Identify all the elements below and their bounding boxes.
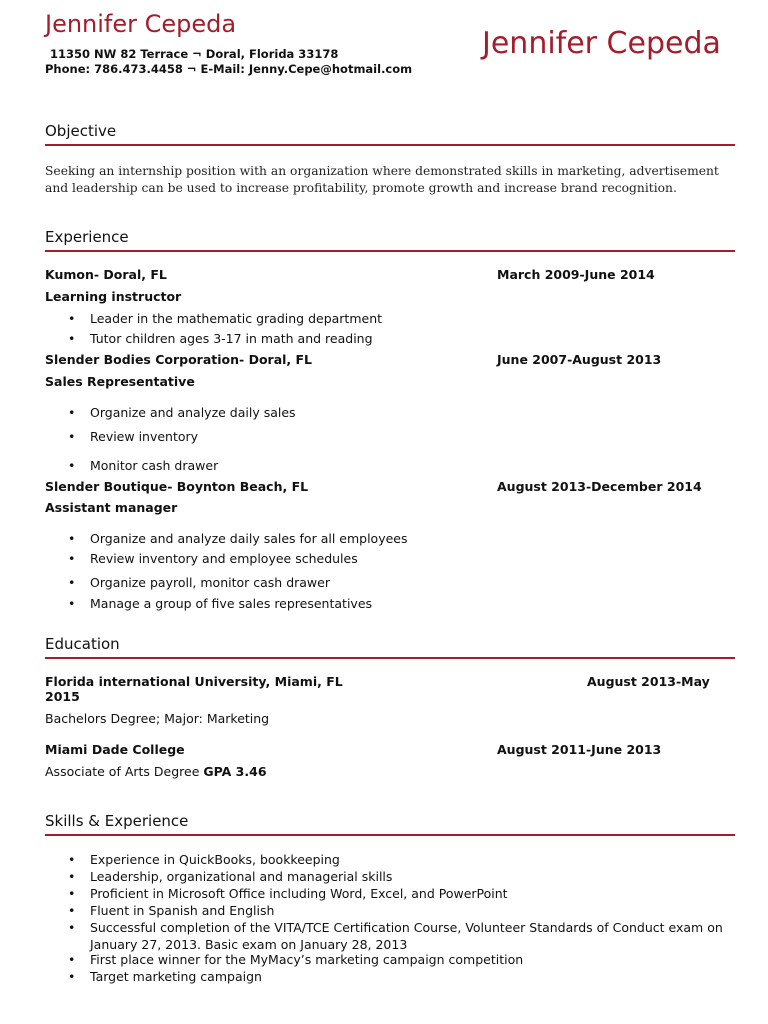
section-divider <box>45 144 735 146</box>
bullet-icon: • <box>68 920 76 935</box>
bullet-icon: • <box>68 331 76 346</box>
bullet-icon: • <box>68 869 76 884</box>
skill-item: Fluent in Spanish and English <box>90 903 275 918</box>
bullet-icon: • <box>68 551 76 566</box>
school-dates: August 2011-June 2013 <box>497 742 662 757</box>
skill-item: Proficient in Microsoft Office including Word, Excel, and PowerPoint <box>90 886 508 901</box>
bullet-icon: • <box>68 903 76 918</box>
job-bullet: Organize and analyze daily sales for all employees <box>90 531 408 546</box>
bullet-icon: • <box>68 405 76 420</box>
job-bullet: Review inventory and employee schedules <box>90 551 358 566</box>
section-divider <box>45 834 735 836</box>
skill-item: Target marketing campaign <box>90 969 262 984</box>
resume-name: Jennifer Cepeda <box>45 10 237 38</box>
objective-title: Objective <box>45 122 117 140</box>
school-gpa: GPA 3.46 <box>203 764 267 779</box>
job-dates: June 2007-August 2013 <box>497 352 662 367</box>
job-role: Assistant manager <box>45 500 178 515</box>
job-bullet: Leader in the mathematic grading department <box>90 311 383 326</box>
job-bullet: Organize payroll, monitor cash drawer <box>90 575 330 590</box>
job-dates: August 2013-December 2014 <box>497 479 702 494</box>
bullet-icon: • <box>68 952 76 967</box>
bullet-icon: • <box>68 969 76 984</box>
job-employer: Slender Boutique- Boynton Beach, FL <box>45 479 309 494</box>
bullet-icon: • <box>68 458 76 473</box>
school-dates: August 2013-May <box>587 674 710 689</box>
bullet-icon: • <box>68 596 76 611</box>
address-line: 11350 NW 82 Terrace ¬ Doral, Florida 33178 <box>50 47 339 61</box>
school-degree: Bachelors Degree; Major: Marketing <box>45 711 270 726</box>
school-dates-continued: 2015 <box>45 689 80 704</box>
skill-item: Leadership, organizational and managerial skills <box>90 869 393 884</box>
section-divider <box>45 250 735 252</box>
job-bullet: Review inventory <box>90 429 199 444</box>
job-role: Sales Representative <box>45 374 195 389</box>
bullet-icon: • <box>68 429 76 444</box>
job-role: Learning instructor <box>45 289 182 304</box>
job-bullet: Tutor children ages 3-17 in math and reading <box>90 331 373 346</box>
bullet-icon: • <box>68 311 76 326</box>
school-degree-line <box>45 764 267 779</box>
school-name: Miami Dade College <box>45 742 185 757</box>
resume-name-large: Jennifer Cepeda <box>482 26 721 61</box>
experience-title: Experience <box>45 228 129 246</box>
bullet-icon: • <box>68 531 76 546</box>
bullet-icon: • <box>68 886 76 901</box>
job-employer: Slender Bodies Corporation- Doral, FL <box>45 352 313 367</box>
school-degree: Associate of Arts Degree <box>45 764 204 779</box>
skills-title: Skills & Experience <box>45 812 189 830</box>
school-name: Florida international University, Miami, FL <box>45 674 343 689</box>
skill-item: Successful completion of the VITA/TCE Certification Course, Volunteer Standards of Conduct exam on January 27, 2013. Basic exam on January 28, 2013 <box>90 920 723 952</box>
job-employer: Kumon- Doral, FL <box>45 267 167 282</box>
skill-item: Experience in QuickBooks, bookkeeping <box>90 852 340 867</box>
skill-item: First place winner for the MyMacy’s marketing campaign competition <box>90 952 524 967</box>
job-dates: March 2009-June 2014 <box>497 267 655 282</box>
section-divider <box>45 657 735 659</box>
bullet-icon: • <box>68 852 76 867</box>
bullet-icon: • <box>68 575 76 590</box>
job-bullet: Monitor cash drawer <box>90 458 219 473</box>
objective-text: Seeking an internship position with an organization where demonstrated skills in marketing, advertisement and leadership can be used to increase profitability, promote growth and increase brand recognition. <box>45 164 719 195</box>
education-title: Education <box>45 635 120 653</box>
job-bullet: Organize and analyze daily sales <box>90 405 296 420</box>
contact-line: Phone: 786.473.4458 ¬ E-Mail: Jenny.Cepe@hotmail.com <box>45 62 413 76</box>
job-bullet: Manage a group of five sales representatives <box>90 596 373 611</box>
